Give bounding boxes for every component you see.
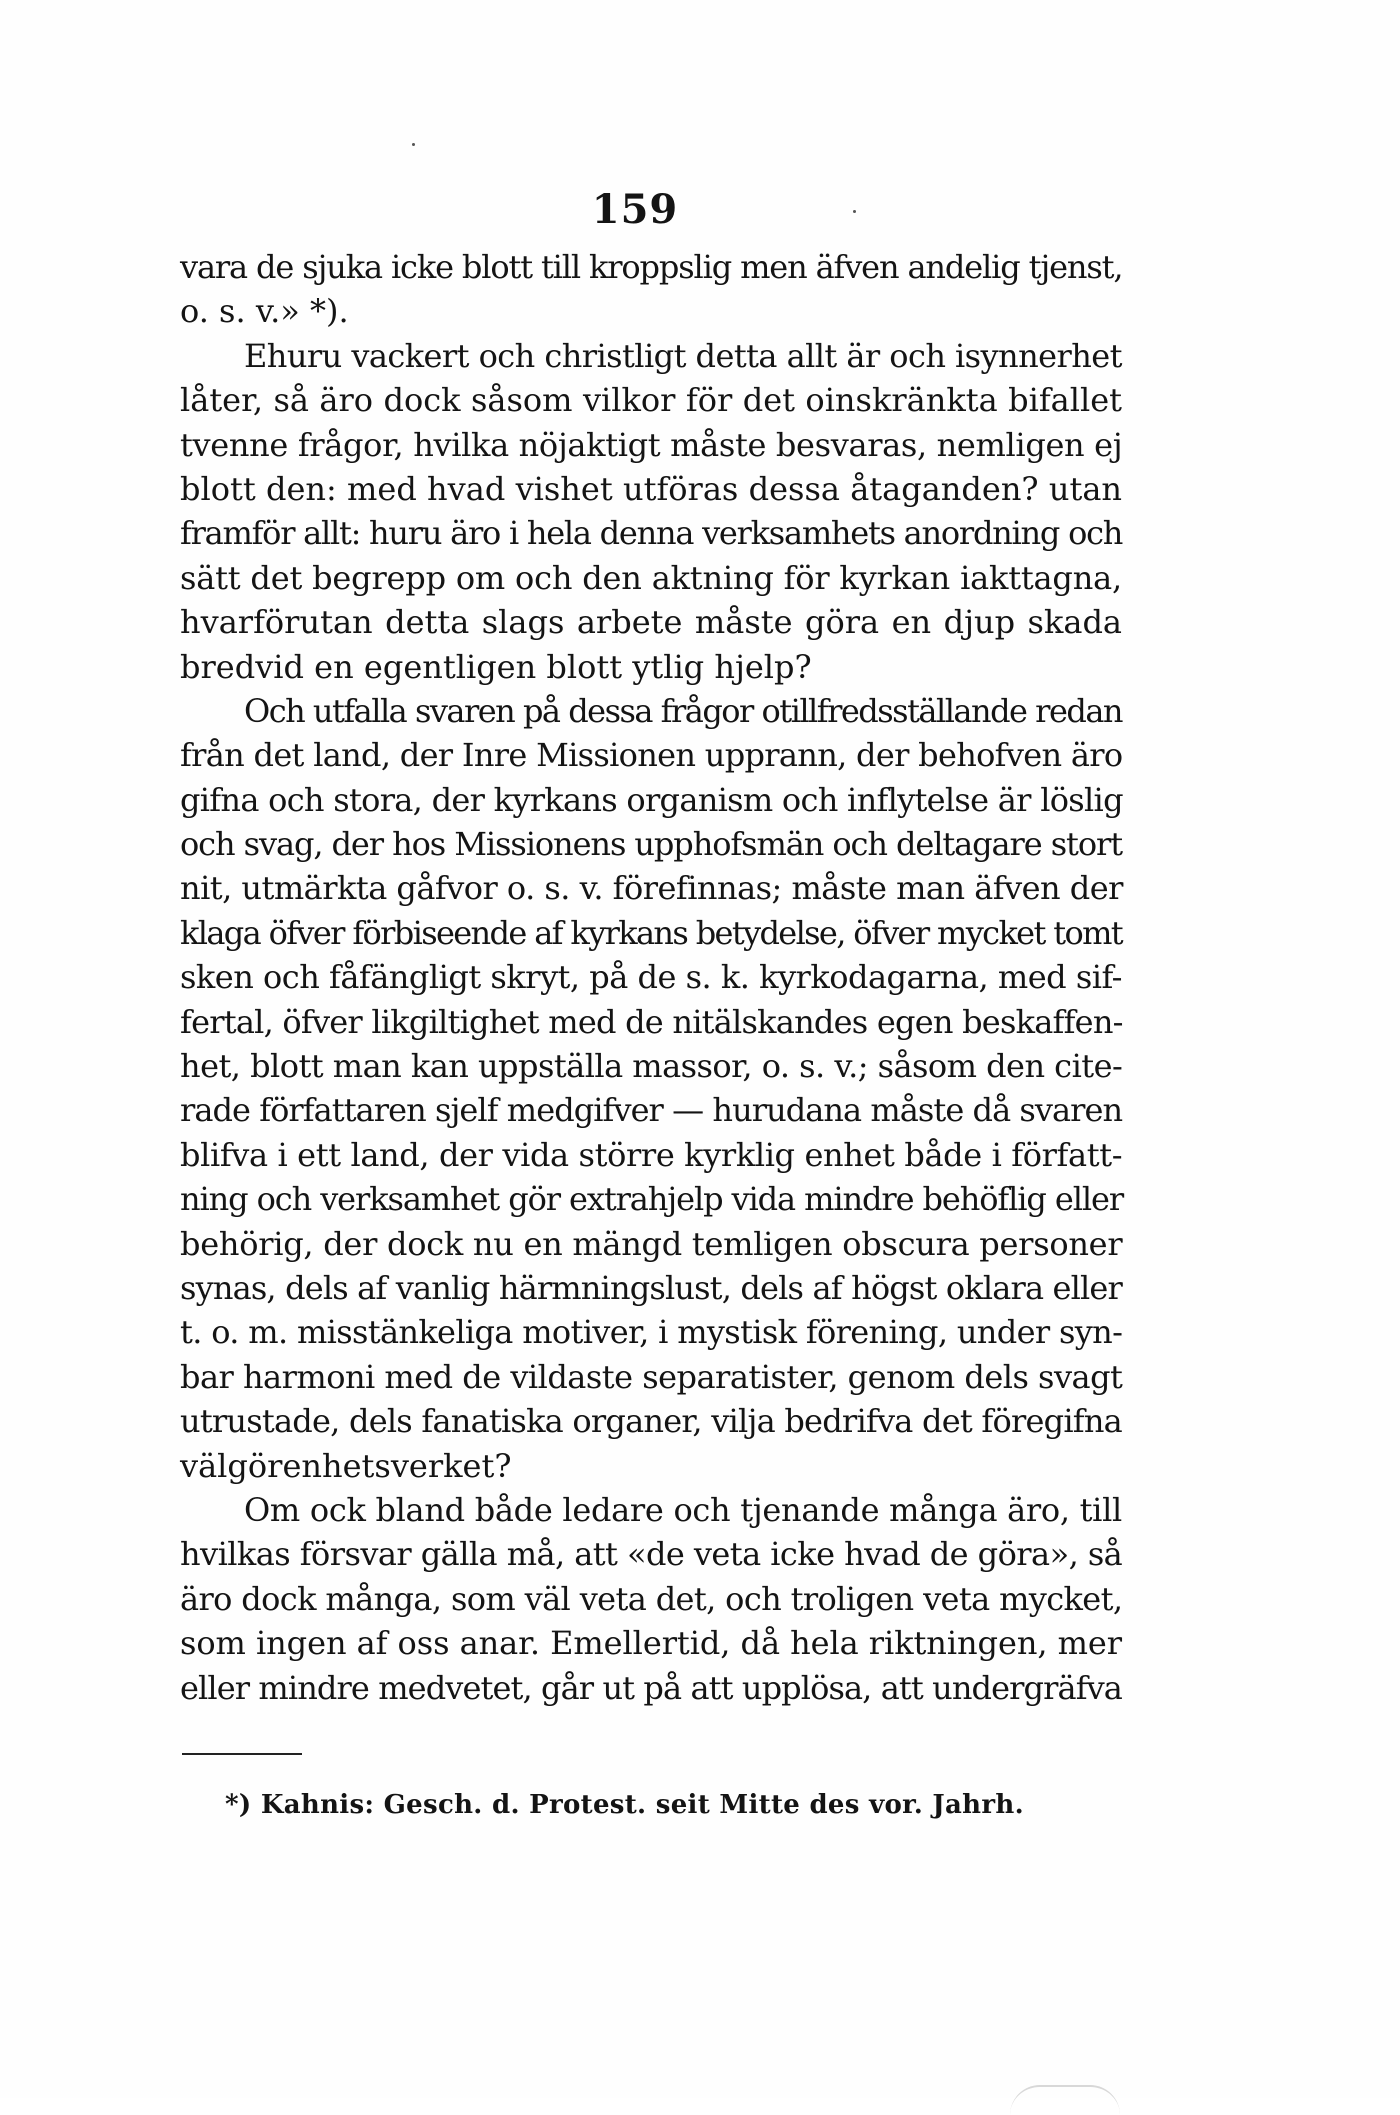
footnote-divider [182, 1753, 302, 1755]
text-line: eller mindre medvetet, går ut på att upplösa, att undergräfva [180, 1668, 1122, 1707]
page-number: 159 [591, 186, 679, 233]
text-line: utrustade, dels fanatiska organer, vilja bedrifva det föregifna [180, 1402, 1122, 1441]
text-line: från det land, der Inre Missionen upprann, der behofven äro [180, 736, 1123, 775]
page-edge-mark [1010, 2085, 1120, 2115]
text-line: bredvid en egentligen blott ytlig hjelp? [180, 647, 812, 686]
text-line: tvenne frågor, hvilka nöjaktigt måste besvaras, nemligen ej [180, 425, 1123, 464]
text-line: låter, så äro dock såsom vilkor för det oinskränkta bifallet [180, 381, 1122, 420]
text-line: het, blott man kan uppställa massor, o. s. v.; såsom den cite- [180, 1047, 1123, 1086]
text-line: framför allt: huru äro i hela denna verksamhets anordning och [180, 514, 1123, 553]
text-line: ning och verksamhet gör extrahjelp vida mindre behöflig eller [180, 1180, 1124, 1219]
text-line: sätt det begrepp om och den aktning för kyrkan iakttagna, [180, 558, 1122, 597]
text-line: och svag, der hos Missionens upphofsmän och deltagare stort [180, 825, 1122, 864]
text-line: rade författaren sjelf medgifver — hurudana måste då svaren [180, 1091, 1123, 1130]
text-line: välgörenhetsverket? [180, 1446, 512, 1485]
text-line: nit, utmärkta gåfvor o. s. v. förefinnas; måste man äfven der [180, 869, 1123, 908]
text-line: hvilkas försvar gälla må, att «de veta icke hvad de göra», så [180, 1535, 1123, 1574]
text-line: o. s. v.» *). [180, 292, 349, 331]
text-line: t. o. m. misstänkeliga motiver, i mystisk förening, under syn- [180, 1313, 1123, 1352]
text-line: Och utfalla svaren på dessa frågor otillfredsställande redan [244, 691, 1122, 730]
text-line: behörig, der dock nu en mängd temligen obscura personer [180, 1224, 1123, 1263]
text-line: som ingen af oss anar. Emellertid, då hela riktningen, mer [180, 1624, 1122, 1663]
text-line: gifna och stora, der kyrkans organism och inflytelse är löslig [180, 780, 1123, 819]
text-line: klaga öfver förbiseende af kyrkans betydelse, öfver mycket tomt [180, 913, 1122, 952]
footnote: *) Kahnis: Gesch. d. Protest. seit Mitte des vor. Jahrh. [225, 1790, 1024, 1820]
text-line: fertal, öfver likgiltighet med de nitälskandes egen beskaffen- [180, 1002, 1123, 1041]
body-text [180, 245, 1122, 1710]
text-line: sken och fåfängligt skryt, på de s. k. kyrkodagarna, med sif- [180, 958, 1122, 997]
text-line: äro dock många, som väl veta det, och troligen veta mycket, [180, 1579, 1123, 1618]
text-line: hvarförutan detta slags arbete måste göra en djup skada [180, 603, 1122, 642]
text-line: synas, dels af vanlig härmningslust, dels af högst oklara eller [180, 1268, 1122, 1307]
text-line: blott den: med hvad vishet utföras dessa åtaganden? utan [180, 469, 1122, 508]
print-speck [412, 143, 415, 146]
text-line: Ehuru vackert och christligt detta allt är och isynnerhet [244, 336, 1122, 375]
text-line: bar harmoni med de vildaste separatister, genom dels svagt [180, 1357, 1123, 1396]
text-line: vara de sjuka icke blott till kroppslig men äfven andelig tjenst, [180, 248, 1123, 286]
text-line: blifva i ett land, der vida större kyrklig enhet både i författ- [180, 1135, 1123, 1174]
text-line: Om ock bland både ledare och tjenande många äro, till [244, 1490, 1122, 1529]
